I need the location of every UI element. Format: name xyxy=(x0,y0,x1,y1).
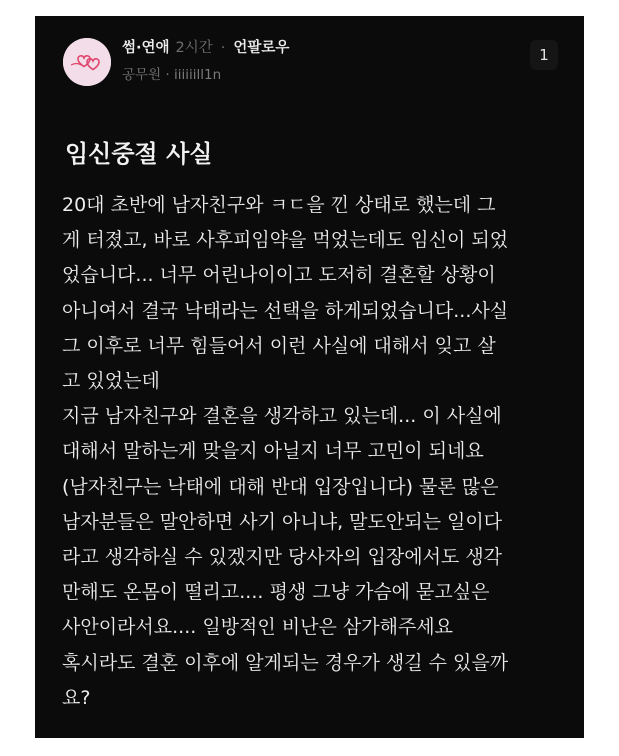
post-body-line: 남자분들은 말안하면 사기 아니냐, 말도안되는 일이다 xyxy=(62,510,503,533)
post-body-line: 라고 생각하실 수 있겠지만 당사자의 입장에서도 생각 xyxy=(62,546,503,569)
post-body-line: 게 터졌고, 바로 사후피임약을 먹었는데도 임신이 되었 xyxy=(62,229,509,252)
post-body-line: (남자친구는 낙태에 대해 반대 입장입니다) 물론 많은 xyxy=(62,475,499,498)
count-badge[interactable]: 1 xyxy=(530,40,558,70)
post-body xyxy=(62,188,582,716)
post-body-line: 지금 남자친구와 결혼을 생각하고 있는데... 이 사실에 xyxy=(62,405,502,428)
post-card xyxy=(35,16,584,738)
post-body-line: 혹시라도 결혼 이후에 알게되는 경우가 생길 수 있을까 xyxy=(62,651,509,674)
meta-separator: · xyxy=(220,40,226,56)
post-body-line: 20대 초반에 남자친구와 ㅋㄷ을 낀 상태로 했는데 그 xyxy=(62,194,496,216)
post-time: 2시간 xyxy=(175,40,213,56)
post-body-line: 아니여서 결국 낙태라는 선택을 하게되었습니다...사실 xyxy=(62,299,509,322)
author-info[interactable]: 공무원 · iiiiiill1n xyxy=(122,67,222,83)
post-body-line: 그 이후로 너무 힘들어서 이런 사실에 대해서 잊고 살 xyxy=(62,334,496,357)
post-body-line: 사안이라서요.... 일방적인 비난은 삼가해주세요 xyxy=(62,616,454,639)
post-body-line: 요? xyxy=(62,686,91,709)
post-body-line: 만해도 온몸이 떨리고.... 평생 그냥 가슴에 묻고싶은 xyxy=(62,581,490,604)
heart-avatar-icon[interactable] xyxy=(63,38,111,86)
post-meta xyxy=(122,36,289,57)
post-body-line: 대해서 말하는게 맞을지 아닐지 너무 고민이 되네요 xyxy=(62,440,484,463)
post-body-line: 었습니다... 너무 어린나이이고 도저히 결혼할 상황이 xyxy=(62,264,496,287)
category-label[interactable]: 썸·연애 xyxy=(122,40,170,56)
post-title: 임신중절 사실 xyxy=(65,140,213,168)
post-body-line: 고 있었는데 xyxy=(62,370,160,393)
unfollow-button[interactable]: 언팔로우 xyxy=(233,40,290,56)
